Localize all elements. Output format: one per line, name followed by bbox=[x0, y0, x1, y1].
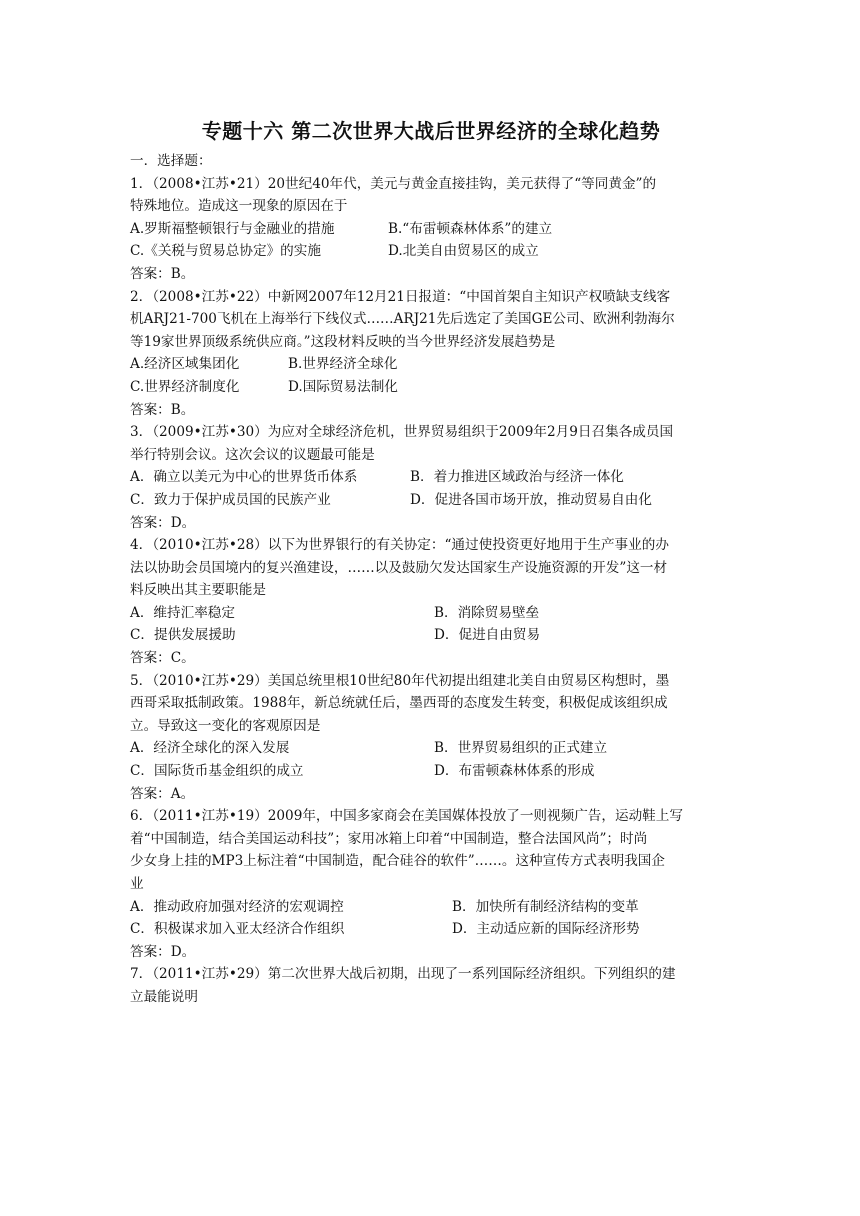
option-c: C．国际货币基金组织的成立 bbox=[130, 763, 304, 780]
option-row bbox=[130, 737, 732, 760]
question-text-line: 2．（2008•江苏•22）中新网2007年12月21日报道：“中国首架自主知识产权喷缺支线客 bbox=[130, 288, 671, 305]
question-4 bbox=[130, 534, 732, 670]
option-d: D．布雷顿森林体系的形成 bbox=[434, 763, 595, 780]
option-row bbox=[130, 602, 732, 625]
section-heading: 一．选择题： bbox=[130, 153, 212, 169]
option-d: D．促进各国市场开放，推动贸易自由化 bbox=[410, 491, 652, 508]
option-c: C.《关税与贸易总协定》的实施 bbox=[130, 243, 321, 260]
question-text-line: 少女身上挂的MP3上标注着“中国制造，配合硅谷的软件”……。这种宣传方式表明我国企 bbox=[130, 853, 665, 870]
option-c: C．提供发展援助 bbox=[130, 627, 236, 644]
option-a: A.罗斯福整顿银行与金融业的措施 bbox=[130, 220, 335, 237]
option-d: D.国际贸易法制化 bbox=[288, 378, 398, 395]
page-title: 专题十六 第二次世界大战后世界经济的全球化趋势 bbox=[201, 119, 661, 143]
question-text-line: 等19家世界顶级系统供应商。”这段材料反映的当今世界经济发展趋势是 bbox=[130, 333, 556, 350]
option-b: B．着力推进区域政治与经济一体化 bbox=[410, 469, 624, 486]
option-a: A.经济区域集团化 bbox=[130, 356, 240, 373]
option-a: A．确立以美元为中心的世界货币体系 bbox=[130, 469, 358, 486]
question-text-line: 着“中国制造，结合美国运动科技”；家用冰箱上印着“中国制造，整合法国风尚”；时尚 bbox=[130, 830, 648, 847]
option-row bbox=[130, 896, 732, 919]
question-text-line: 3．（2009•江苏•30）为应对全球经济危机，世界贸易组织于2009年2月9日召集各成员国 bbox=[130, 424, 674, 441]
option-a: A．推动政府加强对经济的宏观调控 bbox=[130, 898, 344, 915]
question-6 bbox=[130, 805, 732, 963]
answer: 答案：C。 bbox=[130, 650, 195, 667]
option-d: D.北美自由贸易区的成立 bbox=[388, 243, 539, 260]
option-b: B．消除贸易壁垒 bbox=[434, 604, 540, 621]
option-row bbox=[130, 218, 732, 241]
question-text-line: 4．（2010•江苏•28）以下为世界银行的有关协定：“通过使投资更好地用于生产事业的办 bbox=[130, 537, 669, 554]
question-text-line: 立最能说明 bbox=[130, 988, 198, 1005]
option-d: D．主动适应新的国际经济形势 bbox=[452, 921, 640, 938]
answer: 答案：B。 bbox=[130, 401, 195, 418]
option-c: C．致力于保护成员国的民族产业 bbox=[130, 491, 331, 508]
question-text-line: 法以协助会员国境内的复兴渔建设，……以及鼓励欠发达国家生产设施资源的开发”这一材 bbox=[130, 559, 668, 576]
answer: 答案：D。 bbox=[130, 514, 196, 531]
option-row bbox=[130, 353, 732, 376]
question-text-line: 1．（2008•江苏•21）20世纪40年代，美元与黄金直接挂钩，美元获得了“等同黄金”的 bbox=[130, 175, 657, 192]
document-page bbox=[130, 118, 732, 1009]
option-c: C.世界经济制度化 bbox=[130, 378, 240, 395]
option-b: B．世界贸易组织的正式建立 bbox=[434, 740, 608, 757]
option-c: C．积极谋求加入亚太经济合作组织 bbox=[130, 921, 345, 938]
option-row bbox=[130, 376, 732, 399]
question-text-line: 立。导致这一变化的客观原因是 bbox=[130, 717, 321, 734]
option-row bbox=[130, 240, 732, 263]
option-row bbox=[130, 489, 732, 512]
option-b: B．加快所有制经济结构的变革 bbox=[452, 898, 639, 915]
option-row bbox=[130, 760, 732, 783]
option-d: D．促进自由贸易 bbox=[434, 627, 541, 644]
question-1 bbox=[130, 173, 732, 286]
question-3 bbox=[130, 421, 732, 534]
question-text-line: 5．（2010•江苏•29）美国总统里根10世纪80年代初提出组建北美自由贸易区构想时，墨 bbox=[130, 672, 670, 689]
option-a: A．维持汇率稳定 bbox=[130, 604, 235, 621]
question-2 bbox=[130, 286, 732, 422]
option-a: A．经济全球化的深入发展 bbox=[130, 740, 290, 757]
question-text-line: 7．（2011•江苏•29）第二次世界大战后初期，出现了一系列国际经济组织。下列组织的建 bbox=[130, 966, 676, 983]
question-text-line: 机ARJ21-700飞机在上海举行下线仪式……ARJ21先后选定了美国GE公司、欧洲利勃海尔 bbox=[130, 311, 675, 328]
option-row bbox=[130, 624, 732, 647]
answer: 答案：A。 bbox=[130, 785, 195, 802]
question-text-line: 举行特别会议。这次会议的议题最可能是 bbox=[130, 446, 375, 463]
answer: 答案：D。 bbox=[130, 943, 196, 960]
question-text-line: 业 bbox=[130, 876, 144, 892]
option-row bbox=[130, 466, 732, 489]
question-7 bbox=[130, 963, 732, 1008]
question-text-line: 特殊地位。造成这一现象的原因在于 bbox=[130, 198, 348, 215]
answer: 答案：B。 bbox=[130, 265, 195, 282]
option-row bbox=[130, 918, 732, 941]
question-5 bbox=[130, 670, 732, 806]
option-b: B.世界经济全球化 bbox=[288, 356, 398, 373]
question-text-line: 西哥采取抵制政策。1988年，新总统就任后，墨西哥的态度发生转变，积极促成该组织成 bbox=[130, 695, 668, 712]
option-b: B.“布雷顿森林体系”的建立 bbox=[388, 220, 553, 237]
question-text-line: 6．（2011•江苏•19）2009年，中国多家商会在美国媒体投放了一则视频广告，运动鞋上写 bbox=[130, 808, 683, 825]
question-text-line: 料反映出其主要职能是 bbox=[130, 582, 266, 599]
